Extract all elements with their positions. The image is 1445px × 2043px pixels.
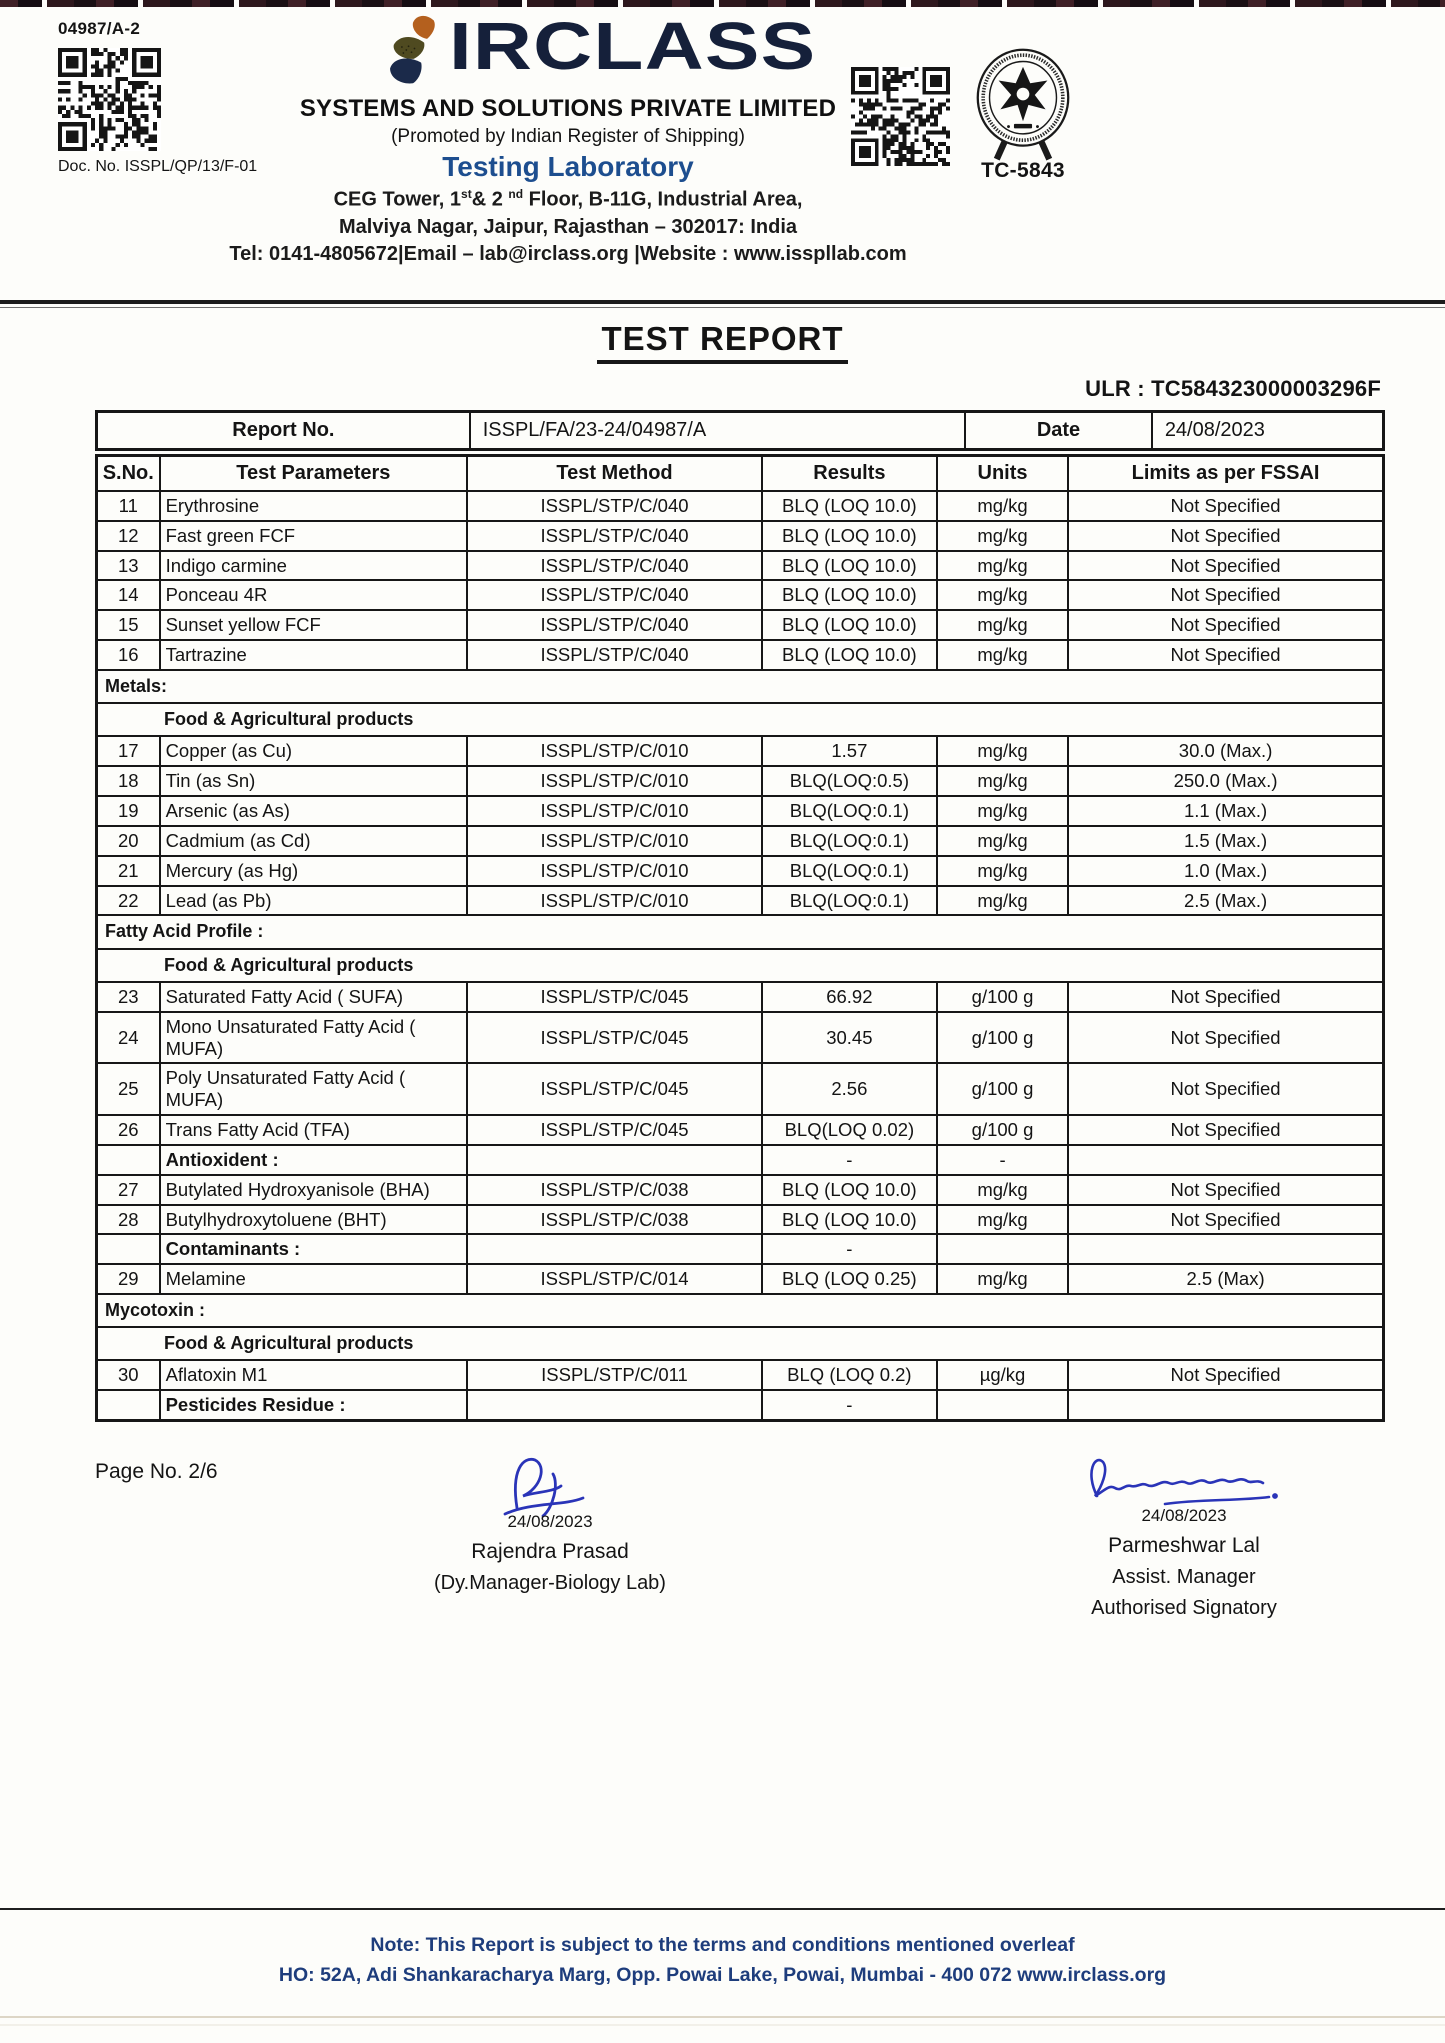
cell-result: BLQ(LOQ 0.02) (762, 1115, 937, 1145)
cell-parameter: Indigo carmine (160, 551, 468, 581)
group-label: Contaminants : (160, 1234, 468, 1264)
cell-result: BLQ(LOQ:0.1) (762, 826, 937, 856)
cell-parameter: Cadmium (as Cd) (160, 826, 468, 856)
subsection-label: Food & Agricultural products (97, 703, 1384, 736)
cell-limit: Not Specified (1068, 491, 1383, 521)
cell-limit: 2.5 (Max) (1068, 1264, 1383, 1294)
cell-result: BLQ (LOQ 10.0) (762, 1205, 937, 1235)
irclass-leaf-icon (385, 13, 441, 87)
cell-parameter: Arsenic (as As) (160, 796, 468, 826)
cell-method: ISSPL/STP/C/040 (467, 640, 762, 670)
report-meta-row (97, 412, 1384, 450)
subsection-label: Food & Agricultural products (97, 949, 1384, 982)
cell-parameter: Fast green FCF (160, 521, 468, 551)
cell-sno: 25 (97, 1063, 160, 1115)
signature-block-left (350, 1452, 750, 1595)
letterhead-center-block (198, 7, 938, 266)
cell-limit: 1.0 (Max.) (1068, 856, 1383, 886)
cell-units: mg/kg (937, 640, 1068, 670)
section-row (97, 915, 1384, 948)
signatory-name: Parmeshwar Lal (1108, 1534, 1260, 1558)
signatory-title: (Dy.Manager-Biology Lab) (434, 1572, 666, 1595)
section-label: Mycotoxin : (97, 1294, 1384, 1327)
cell-limit (1068, 1390, 1383, 1420)
cell-sno: 26 (97, 1115, 160, 1145)
col-header-results: Results (762, 456, 937, 492)
scan-edge-artifact (0, 0, 1445, 7)
cell-limit: 1.5 (Max.) (1068, 826, 1383, 856)
cell-sno: 24 (97, 1012, 160, 1064)
cell-parameter: Butylated Hydroxyanisole (BHA) (160, 1175, 468, 1205)
result-row (97, 491, 1384, 521)
cell-sno: 13 (97, 551, 160, 581)
cell-result: 1.57 (762, 736, 937, 766)
signature-date: 24/08/2023 (507, 1512, 593, 1532)
note-line-2: HO: 52A, Adi Shankaracharya Marg, Opp. Powai Lake, Powai, Mumbai - 400 072 www.irclass.org (278, 1964, 1167, 1987)
subsection-label: Food & Agricultural products (97, 1327, 1384, 1360)
section-row (97, 670, 1384, 703)
cell-units: mg/kg (937, 1264, 1068, 1294)
cell-units: g/100 g (937, 1063, 1068, 1115)
cell-parameter: Poly Unsaturated Fatty Acid ( MUFA) (160, 1063, 468, 1115)
cell-parameter: Tartrazine (160, 640, 468, 670)
cell-limit: 1.1 (Max.) (1068, 796, 1383, 826)
cell-limit: Not Specified (1068, 1012, 1383, 1064)
cell-sno: 15 (97, 610, 160, 640)
result-row (97, 982, 1384, 1012)
cell-units: mg/kg (937, 766, 1068, 796)
result-row (97, 1012, 1384, 1064)
cell-method: ISSPL/STP/C/045 (467, 982, 762, 1012)
ulr-number: ULR : TC584323000003296F (1085, 376, 1381, 401)
cell-method: ISSPL/STP/C/010 (467, 856, 762, 886)
subsection-row (97, 949, 1384, 982)
result-row (97, 521, 1384, 551)
cell-limit: 2.5 (Max.) (1068, 886, 1383, 916)
cell-method (467, 1145, 762, 1175)
cell-limit (1068, 1145, 1383, 1175)
cell-units: mg/kg (937, 796, 1068, 826)
signatory-name: Rajendra Prasad (471, 1540, 629, 1564)
cell-result: BLQ (LOQ 10.0) (762, 610, 937, 640)
cell-sno: 18 (97, 766, 160, 796)
cell-result: 66.92 (762, 982, 937, 1012)
result-row (97, 886, 1384, 916)
contact-line: Tel: 0141-4805672|Email – lab@irclass.org |Website : www.isspllab.com (229, 242, 907, 265)
cell-method: ISSPL/STP/C/010 (467, 886, 762, 916)
org-subtitle: SYSTEMS AND SOLUTIONS PRIVATE LIMITED (299, 95, 837, 122)
section-row (97, 1294, 1384, 1327)
cell-parameter: Lead (as Pb) (160, 886, 468, 916)
lab-title: Testing Laboratory (442, 151, 694, 182)
cell-units: g/100 g (937, 1115, 1068, 1145)
cell-method: ISSPL/STP/C/040 (467, 551, 762, 581)
cell-units: - (937, 1145, 1068, 1175)
report-no-label: Report No. (97, 412, 470, 450)
cell-method: ISSPL/STP/C/040 (467, 521, 762, 551)
group-row (97, 1390, 1384, 1420)
promoted-by: (Promoted by Indian Register of Shipping) (391, 126, 745, 147)
signatory-subtitle: Authorised Signatory (1091, 1597, 1277, 1620)
cell-limit: Not Specified (1068, 1063, 1383, 1115)
cell-result: BLQ (LOQ 10.0) (762, 1175, 937, 1205)
cell-method: ISSPL/STP/C/040 (467, 580, 762, 610)
cell-sno: 21 (97, 856, 160, 886)
subsection-row (97, 703, 1384, 736)
cell-method: ISSPL/STP/C/010 (467, 826, 762, 856)
cell-result: BLQ(LOQ:0.1) (762, 886, 937, 916)
result-row (97, 856, 1384, 886)
cell-limit: Not Specified (1068, 982, 1383, 1012)
report-title: TEST REPORT (597, 320, 847, 364)
page-number: Page No. 2/6 (95, 1460, 218, 1484)
cell-units: mg/kg (937, 610, 1068, 640)
cell-limit: Not Specified (1068, 1205, 1383, 1235)
cell-limit: 250.0 (Max.) (1068, 766, 1383, 796)
cell-sno: 14 (97, 580, 160, 610)
report-meta-table (95, 410, 1385, 451)
cell-method: ISSPL/STP/C/040 (467, 491, 762, 521)
cell-units (937, 1390, 1068, 1420)
qr-code-icon (851, 67, 950, 166)
cell-limit: Not Specified (1068, 610, 1383, 640)
cell-method: ISSPL/STP/C/038 (467, 1205, 762, 1235)
cell-method: ISSPL/STP/C/010 (467, 796, 762, 826)
cell-result: BLQ(LOQ:0.5) (762, 766, 937, 796)
cell-limit: Not Specified (1068, 1175, 1383, 1205)
cell-units: g/100 g (937, 1012, 1068, 1064)
cell-result: 2.56 (762, 1063, 937, 1115)
cell-parameter: Erythrosine (160, 491, 468, 521)
result-row (97, 1175, 1384, 1205)
result-row (97, 796, 1384, 826)
cell-limit: Not Specified (1068, 1360, 1383, 1390)
cell-method: ISSPL/STP/C/045 (467, 1012, 762, 1064)
address-line-1: CEG Tower, 1st& 2 $^{nd}$ Floor, B-11G, Industrial Area, (333, 187, 803, 211)
cell-sno: 30 (97, 1360, 160, 1390)
cell-method: ISSPL/STP/C/038 (467, 1175, 762, 1205)
cell-sno: 11 (97, 491, 160, 521)
cell-parameter: Trans Fatty Acid (TFA) (160, 1115, 468, 1145)
signature-block-right (989, 1452, 1379, 1620)
cell-units: mg/kg (937, 580, 1068, 610)
results-table (95, 454, 1385, 1422)
cell-result: BLQ (LOQ 10.0) (762, 491, 937, 521)
result-row (97, 1360, 1384, 1390)
cell-sno: 27 (97, 1175, 160, 1205)
cell-result: BLQ (LOQ 10.0) (762, 551, 937, 581)
cell-method: ISSPL/STP/C/045 (467, 1115, 762, 1145)
result-row (97, 736, 1384, 766)
doc-number: Doc. No. ISSPL/QP/13/F-01 (58, 158, 258, 175)
tc-number: TC-5843 (981, 159, 1065, 182)
cell-units: mg/kg (937, 826, 1068, 856)
result-row (97, 1115, 1384, 1145)
cell-parameter: Copper (as Cu) (160, 736, 468, 766)
cell-result: - (762, 1145, 937, 1175)
cell-sno (97, 1390, 160, 1420)
signature-date: 24/08/2023 (1141, 1506, 1227, 1526)
signature-footer (95, 1452, 1385, 1620)
results-table-body (97, 491, 1384, 1421)
signatory-title: Assist. Manager (1112, 1566, 1256, 1589)
cell-sno: 28 (97, 1205, 160, 1235)
sample-code: 04987/A-2 (58, 19, 141, 38)
cell-method: ISSPL/STP/C/014 (467, 1264, 762, 1294)
cell-sno: 29 (97, 1264, 160, 1294)
cell-sno: 22 (97, 886, 160, 916)
cell-result: 30.45 (762, 1012, 937, 1064)
cell-method: ISSPL/STP/C/010 (467, 736, 762, 766)
cell-parameter: Ponceau 4R (160, 580, 468, 610)
cell-method: ISSPL/STP/C/010 (467, 766, 762, 796)
section-label: Metals: (97, 670, 1384, 703)
cell-units: mg/kg (937, 886, 1068, 916)
result-row (97, 766, 1384, 796)
result-row (97, 551, 1384, 581)
report-no-value: ISSPL/FA/23-24/04987/A (470, 412, 965, 450)
col-header-parameters: Test Parameters (160, 456, 468, 492)
cell-sno: 17 (97, 736, 160, 766)
cell-result: BLQ (LOQ 10.0) (762, 580, 937, 610)
cell-units: mg/kg (937, 736, 1068, 766)
cell-sno: 19 (97, 796, 160, 826)
cell-method (467, 1390, 762, 1420)
cell-method: ISSPL/STP/C/011 (467, 1360, 762, 1390)
cell-result: BLQ(LOQ:0.1) (762, 856, 937, 886)
cell-result: BLQ (LOQ 0.2) (762, 1360, 937, 1390)
cell-parameter: Saturated Fatty Acid ( SUFA) (160, 982, 468, 1012)
cell-result: - (762, 1390, 937, 1420)
result-row (97, 610, 1384, 640)
group-label: Pesticides Residue : (160, 1390, 468, 1420)
cell-method (467, 1234, 762, 1264)
cell-parameter: Mono Unsaturated Fatty Acid ( MUFA) (160, 1012, 468, 1064)
cell-parameter: Aflatoxin M1 (160, 1360, 468, 1390)
cell-result: BLQ (LOQ 0.25) (762, 1264, 937, 1294)
cell-parameter: Tin (as Sn) (160, 766, 468, 796)
results-header-row (97, 456, 1384, 492)
cell-units (937, 1234, 1068, 1264)
cell-sno: 16 (97, 640, 160, 670)
footer-note (0, 1908, 1445, 1990)
col-header-method: Test Method (467, 456, 762, 492)
address-line-2: Malviya Nagar, Jaipur, Rajasthan – 302017: India (339, 215, 797, 238)
date-label: Date (965, 412, 1152, 450)
group-label: Antioxident : (160, 1145, 468, 1175)
note-line-1: Note: This Report is subject to the terms and conditions mentioned overleaf (370, 1934, 1075, 1956)
group-row (97, 1145, 1384, 1175)
subsection-row (97, 1327, 1384, 1360)
cell-limit: Not Specified (1068, 521, 1383, 551)
cell-sno: 20 (97, 826, 160, 856)
result-row (97, 1264, 1384, 1294)
cell-sno: 12 (97, 521, 160, 551)
qr-code-icon (58, 48, 161, 151)
result-row (97, 580, 1384, 610)
group-row (97, 1234, 1384, 1264)
cell-parameter: Butylhydroxytoluene (BHT) (160, 1205, 468, 1235)
cell-result: BLQ(LOQ:0.1) (762, 796, 937, 826)
result-row (97, 1063, 1384, 1115)
cell-limit: Not Specified (1068, 580, 1383, 610)
nabl-accreditation-badge (963, 47, 1083, 183)
cell-units: mg/kg (937, 1175, 1068, 1205)
header-divider (0, 300, 1445, 308)
cell-result: BLQ (LOQ 10.0) (762, 521, 937, 551)
col-header-sno: S.No. (97, 456, 160, 492)
cell-limit: Not Specified (1068, 551, 1383, 581)
cell-sno (97, 1234, 160, 1264)
brand-logo (198, 9, 938, 87)
cell-units: mg/kg (937, 1205, 1068, 1235)
cell-units: mg/kg (937, 491, 1068, 521)
nabl-emblem-icon (966, 47, 1080, 161)
result-row (97, 1205, 1384, 1235)
result-row (97, 640, 1384, 670)
cell-limit: Not Specified (1068, 1115, 1383, 1145)
date-value: 24/08/2023 (1152, 412, 1384, 450)
cell-method: ISSPL/STP/C/045 (467, 1063, 762, 1115)
cell-sno (97, 1145, 160, 1175)
cell-units: µg/kg (937, 1360, 1068, 1390)
cell-result: BLQ (LOQ 10.0) (762, 640, 937, 670)
cell-sno: 23 (97, 982, 160, 1012)
cell-limit: Not Specified (1068, 640, 1383, 670)
cell-result: - (762, 1234, 937, 1264)
letterhead (0, 7, 1445, 300)
result-row (97, 826, 1384, 856)
cell-method: ISSPL/STP/C/040 (467, 610, 762, 640)
cell-parameter: Mercury (as Hg) (160, 856, 468, 886)
cell-units: g/100 g (937, 982, 1068, 1012)
section-label: Fatty Acid Profile : (97, 915, 1384, 948)
brand-logotype: IRCLASS (449, 9, 817, 84)
cell-limit (1068, 1234, 1383, 1264)
col-header-units: Units (937, 456, 1068, 492)
cell-units: mg/kg (937, 521, 1068, 551)
cell-parameter: Sunset yellow FCF (160, 610, 468, 640)
col-header-limits: Limits as per FSSAI (1068, 456, 1383, 492)
cell-units: mg/kg (937, 551, 1068, 581)
cell-units: mg/kg (937, 856, 1068, 886)
cell-parameter: Melamine (160, 1264, 468, 1294)
cell-limit: 30.0 (Max.) (1068, 736, 1383, 766)
